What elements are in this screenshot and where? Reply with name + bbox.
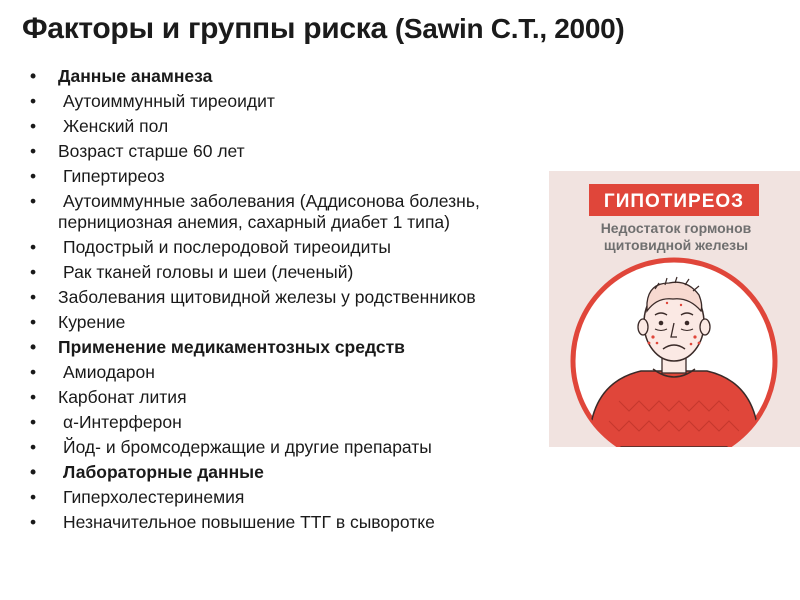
list-item: [28, 412, 568, 433]
bullet-icon: •: [30, 141, 37, 161]
list-item-text: Незначительное повышение ТТГ в сыворотке: [63, 512, 435, 532]
list-item-text: Женский пол: [63, 116, 169, 136]
list-item-text: Подострый и послеродовой тиреоидиты: [63, 237, 391, 257]
bullet-icon: •: [30, 462, 37, 482]
title-citation: (Sawin С.Т., 2000): [394, 13, 625, 44]
list-item: [28, 487, 568, 508]
list-item-text: Гиперхолестеринемия: [63, 487, 245, 507]
list-item-text: Данные анамнеза: [58, 66, 213, 86]
list-item: [28, 312, 568, 333]
list-item: [28, 141, 568, 162]
bullet-icon: •: [30, 237, 37, 257]
list-item-text: Возраст старше 60 лет: [58, 141, 245, 161]
list-item-text: Применение медикаментозных средств: [58, 337, 405, 357]
list-item-text: Йод- и бромсодержащие и другие препараты: [63, 437, 432, 457]
hypothyroidism-illustration: [549, 171, 800, 447]
risk-factor-list: [28, 66, 568, 537]
list-item-text: Амиодарон: [63, 362, 155, 382]
list-item-text: α-Интерферон: [63, 412, 182, 432]
list-item: [28, 462, 568, 483]
list-item-text: Курение: [58, 312, 126, 332]
list-item-text: Лабораторные данные: [63, 462, 264, 482]
list-item-text: Заболевания щитовидной железы у родственников: [58, 287, 476, 307]
list-item-text: Карбонат лития: [58, 387, 187, 407]
list-item: [28, 287, 568, 308]
bullet-icon: •: [30, 437, 37, 457]
caption-line-2: щитовидной железы: [603, 237, 749, 253]
bullet-icon: •: [30, 312, 37, 332]
bullet-icon: •: [30, 412, 37, 432]
bullet-icon: •: [30, 387, 37, 407]
caption-line-1: Недостаток гормонов: [600, 220, 752, 236]
list-item-text: Гипертиреоз: [63, 166, 165, 186]
list-item: [28, 66, 568, 87]
illustration-svg: [549, 171, 800, 447]
bullet-icon: •: [30, 191, 37, 211]
bullet-icon: •: [30, 337, 37, 357]
bullet-icon: •: [30, 362, 37, 382]
list-item: [28, 362, 568, 383]
list-item: [28, 191, 568, 233]
bullet-icon: •: [30, 166, 37, 186]
title-text: Факторы и группы риска: [22, 12, 387, 45]
list-item-text: Рак тканей головы и шеи (леченый): [63, 262, 354, 282]
list-item: [28, 166, 568, 187]
page-title: [22, 12, 624, 46]
list-item: [28, 437, 568, 458]
bullet-icon: •: [30, 262, 37, 282]
list-item-text: Аутоиммунные заболевания (Аддисонова болезнь, пернициозная анемия, сахарный диабет 1 типа): [58, 191, 480, 232]
list-item: [28, 237, 568, 258]
bullet-icon: •: [30, 512, 37, 532]
list-item: [28, 512, 568, 533]
bullet-icon: •: [30, 91, 37, 111]
bullet-icon: •: [30, 66, 37, 86]
list-item: [28, 387, 568, 408]
badge-label: ГИПОТИРЕОЗ: [603, 191, 745, 212]
list-item: [28, 116, 568, 137]
sad-person-icon: [573, 260, 775, 447]
list-item: [28, 262, 568, 283]
bullet-icon: •: [30, 287, 37, 307]
bullet-icon: •: [30, 487, 37, 507]
list-item: [28, 337, 568, 358]
list-item-text: Аутоиммунный тиреоидит: [63, 91, 275, 111]
list-item: [28, 91, 568, 112]
bullet-icon: •: [30, 116, 37, 136]
